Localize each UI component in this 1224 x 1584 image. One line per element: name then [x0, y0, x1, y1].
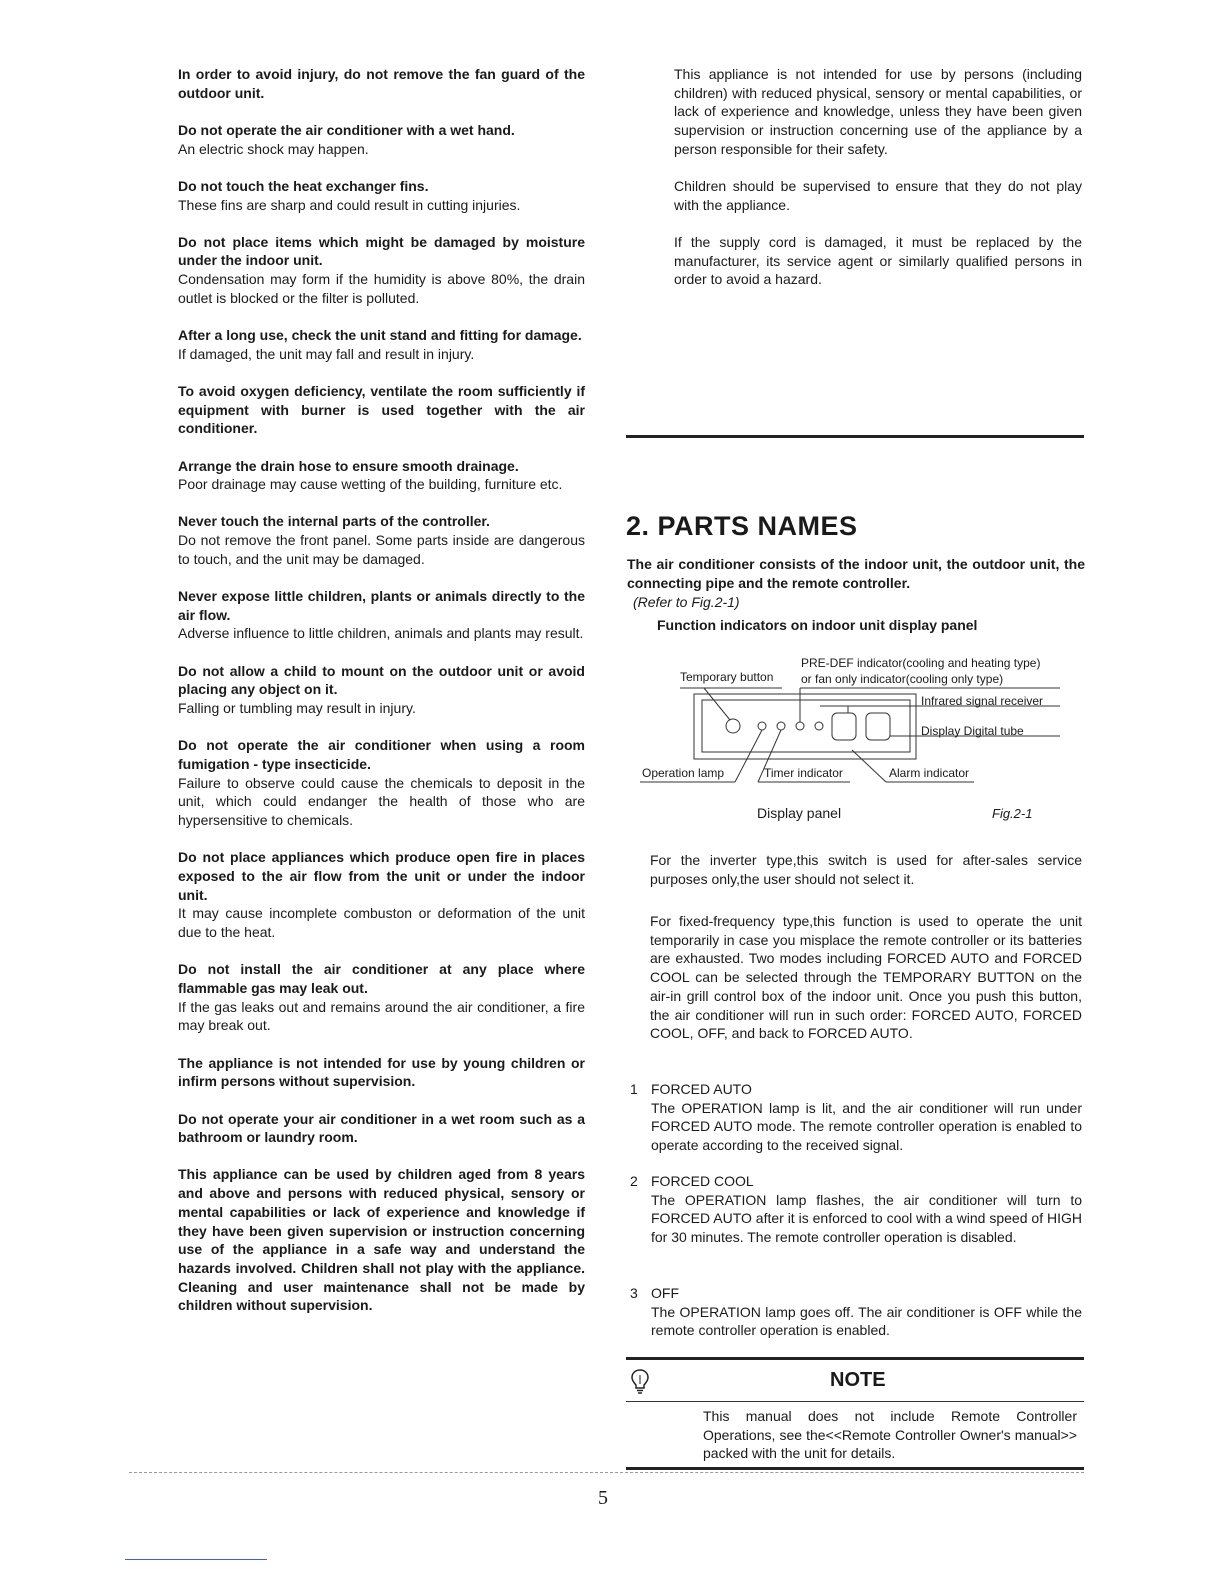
- note-text: This manual does not include Remote Controller Operations, see the<<Remote Controller Owner's manual>> packed with the unit for details.: [703, 1408, 1077, 1462]
- warning-heading: Never expose little children, plants or animals directly to the air flow.: [178, 588, 585, 623]
- timer-indicator-dot: [777, 722, 785, 730]
- alarm-indicator-label: Alarm indicator: [889, 766, 970, 780]
- warning-block: [178, 736, 585, 830]
- warning-block: [178, 848, 585, 942]
- warning-block: [178, 382, 585, 438]
- pre-def-label: PRE-DEF indicator(cooling and heating type): [801, 656, 1041, 670]
- note-top-rule: [626, 1357, 1084, 1360]
- mode-title: OFF: [651, 1285, 679, 1301]
- mode-number: 1: [630, 1081, 638, 1097]
- safety-paragraph: [674, 65, 1082, 159]
- diagram-caption: Display panel: [757, 805, 842, 821]
- warning-text: Do not remove the front panel. Some parts inside are dangerous to touch, and the unit may be damaged.: [178, 532, 585, 567]
- mode-text: The OPERATION lamp goes off. The air conditioner is OFF while the remote controller operation is enabled.: [651, 1303, 1082, 1339]
- mode-text: The OPERATION lamp flashes, the air conditioner will turn to FORCED AUTO after it is enforced to cool with a wind speed of HIGH for 30 minutes. The remote controller operation is disabled.: [651, 1191, 1082, 1246]
- warning-heading: Do not place items which might be damaged by moisture under the indoor unit.: [178, 233, 585, 269]
- warning-heading: Do not allow a child to mount on the outdoor unit or avoid placing any object on it.: [178, 662, 585, 698]
- warning-text: It may cause incomplete combuston or deformation of the unit due to the heat.: [178, 905, 585, 941]
- warning-heading: Do not operate the air conditioner with a wet hand.: [178, 121, 515, 138]
- warning-text: If the gas leaks out and remains around the air conditioner, a fire may break out.: [178, 998, 585, 1034]
- warning-text: Condensation may form if the humidity is above 80%, the drain outlet is blocked or the filter is polluted.: [178, 271, 585, 306]
- safety-text: If the supply cord is damaged, it must be replaced by the manufacturer, its service agent or similarly qualified persons in order to avoid a hazard.: [674, 233, 1082, 288]
- display-panel-diagram: [640, 650, 1080, 830]
- warning-block: [178, 326, 585, 363]
- warning-block: [178, 65, 585, 102]
- warning-heading: In order to avoid injury, do not remove the fan guard of the outdoor unit.: [178, 66, 585, 101]
- warning-block: [178, 1054, 585, 1091]
- figure-reference: (Refer to Fig.2-1): [633, 594, 740, 610]
- figure-label: Fig.2-1: [992, 806, 1033, 821]
- warning-block: [178, 587, 585, 643]
- warning-heading: After a long use, check the unit stand and fitting for damage.: [178, 327, 582, 344]
- infrared-receiver-label: Infrared signal receiver: [921, 694, 1044, 708]
- warning-heading: To avoid oxygen deficiency, ventilate the room sufficiently if equipment with burner is used together with the air conditioner.: [178, 382, 585, 437]
- operation-lamp-dot: [758, 722, 766, 730]
- mode-item: [630, 1080, 1082, 1155]
- warning-text: Adverse influence to little children, animals and plants may result.: [178, 625, 584, 642]
- warning-heading: This appliance can be used by children aged from 8 years and above and persons with reduced physical, sensory or mental capabilities or lack of experience and knowledge if they have been given supervision or instruction concerning use of the appliance in a safe way and understand the hazards involved. Children shall not play with the appliance. Cleaning and user maintenance shall not be made by children without supervision.: [178, 1166, 585, 1314]
- warning-block: [178, 457, 585, 494]
- warning-heading: Arrange the drain hose to ensure smooth drainage.: [178, 457, 519, 474]
- timer-indicator-label: Timer indicator: [764, 766, 843, 780]
- function-heading: Function indicators on indoor unit display panel: [657, 617, 978, 633]
- warning-text: Poor drainage may cause wetting of the building, furniture etc.: [178, 476, 563, 493]
- fixed-frequency-paragraph: For fixed-frequency type,this function is used to operate the unit temporarily in case you misplace the remote controller or its batteries are exhausted. Two modes including FORCED AUTO and FORCED COOL can be selected through the TEMPORARY BUTTON on the air-in grill control box of the indoor unit. Once you push this button, the air conditioner will run in such order: FORCED AUTO, FORCED COOL, OFF, and back to FORCED AUTO.: [650, 913, 1082, 1042]
- safety-text: This appliance is not intended for use by persons (including children) with reduced physical, sensory or mental capabilities, or lack of experience and knowledge, unless they have been given supervision or instruction concerning use of the appliance by a person responsible for their safety.: [674, 66, 1082, 157]
- warning-heading: Do not operate your air conditioner in a wet room such as a bathroom or laundry room.: [178, 1110, 585, 1146]
- warning-block: [178, 177, 585, 214]
- warning-heading: Do not operate the air conditioner when using a room fumigation - type insecticide.: [178, 737, 585, 772]
- mode-title: FORCED AUTO: [651, 1081, 752, 1097]
- warning-block: [178, 1110, 585, 1147]
- section-intro: The air conditioner consists of the indoor unit, the outdoor unit, the connecting pipe and the remote controller.: [627, 556, 1085, 591]
- warning-block: [178, 1165, 585, 1315]
- warning-text: If damaged, the unit may fall and result in injury.: [178, 345, 475, 362]
- mode-number: 2: [630, 1173, 638, 1189]
- warning-block: [178, 121, 585, 158]
- mode-item: [630, 1172, 1082, 1247]
- panel-outer-frame: [694, 694, 916, 759]
- lightbulb-icon: [630, 1368, 650, 1396]
- warning-text: An electric shock may happen.: [178, 140, 369, 157]
- warning-heading: Never touch the internal parts of the controller.: [178, 513, 490, 530]
- digital-tube-right: [866, 713, 890, 740]
- warning-heading: Do not place appliances which produce open fire in places exposed to the air flow from the unit or under the indoor unit.: [178, 849, 585, 903]
- warning-text: Falling or tumbling may result in injury.: [178, 700, 416, 717]
- inverter-paragraph: For the inverter type,this switch is used for after-sales service purposes only,the user should not select it.: [650, 852, 1082, 887]
- page-number: 5: [598, 1487, 608, 1509]
- note-title: NOTE: [830, 1369, 886, 1391]
- footer-link-underline: [125, 1559, 267, 1560]
- left-column: [178, 65, 585, 1334]
- mode-number: 3: [630, 1285, 638, 1301]
- operation-lamp-label: Operation lamp: [642, 766, 725, 780]
- safety-paragraph: [674, 177, 1082, 214]
- warning-block: [178, 512, 585, 568]
- right-top-column: [674, 65, 1082, 308]
- warning-text: These fins are sharp and could result in cutting injuries.: [178, 196, 521, 213]
- section-divider: [626, 435, 1084, 438]
- mode-title: FORCED COOL: [651, 1173, 754, 1189]
- section-title: 2. PARTS NAMES: [626, 511, 858, 541]
- display-tube-label: Display Digital tube: [921, 724, 1024, 738]
- warning-text: Failure to observe could cause the chemicals to deposit in the unit, which could endanger the health of those who are hypersensitive to chemicals.: [178, 774, 585, 829]
- fan-only-label: or fan only indicator(cooling only type): [801, 672, 1004, 686]
- mode-item: [630, 1284, 1082, 1340]
- digital-tube-left: [832, 713, 856, 740]
- mode-text: The OPERATION lamp is lit, and the air conditioner will run under FORCED AUTO mode. The remote controller operation is enabled to operate according to the received signal.: [651, 1099, 1082, 1154]
- pre-def-indicator-dot: [796, 722, 804, 730]
- warning-block: [178, 233, 585, 308]
- safety-text: Children should be supervised to ensure that they do not play with the appliance.: [674, 178, 1082, 213]
- panel-inner-frame: [702, 700, 910, 752]
- temporary-button-label: Temporary button: [680, 670, 774, 684]
- warning-heading: Do not touch the heat exchanger fins.: [178, 177, 429, 194]
- note-title-rule: [626, 1401, 1084, 1402]
- safety-paragraph: [674, 233, 1082, 289]
- temporary-button-circle: [726, 719, 740, 733]
- note-bottom-rule: [626, 1467, 1084, 1470]
- warning-block: [178, 662, 585, 718]
- alarm-indicator-dot: [815, 722, 823, 730]
- footer-dashed-rule: [129, 1472, 1084, 1473]
- warning-block: [178, 960, 585, 1035]
- warning-heading: Do not install the air conditioner at any place where flammable gas may leak out.: [178, 961, 585, 997]
- warning-heading: The appliance is not intended for use by young children or infirm persons without supervision.: [178, 1054, 585, 1090]
